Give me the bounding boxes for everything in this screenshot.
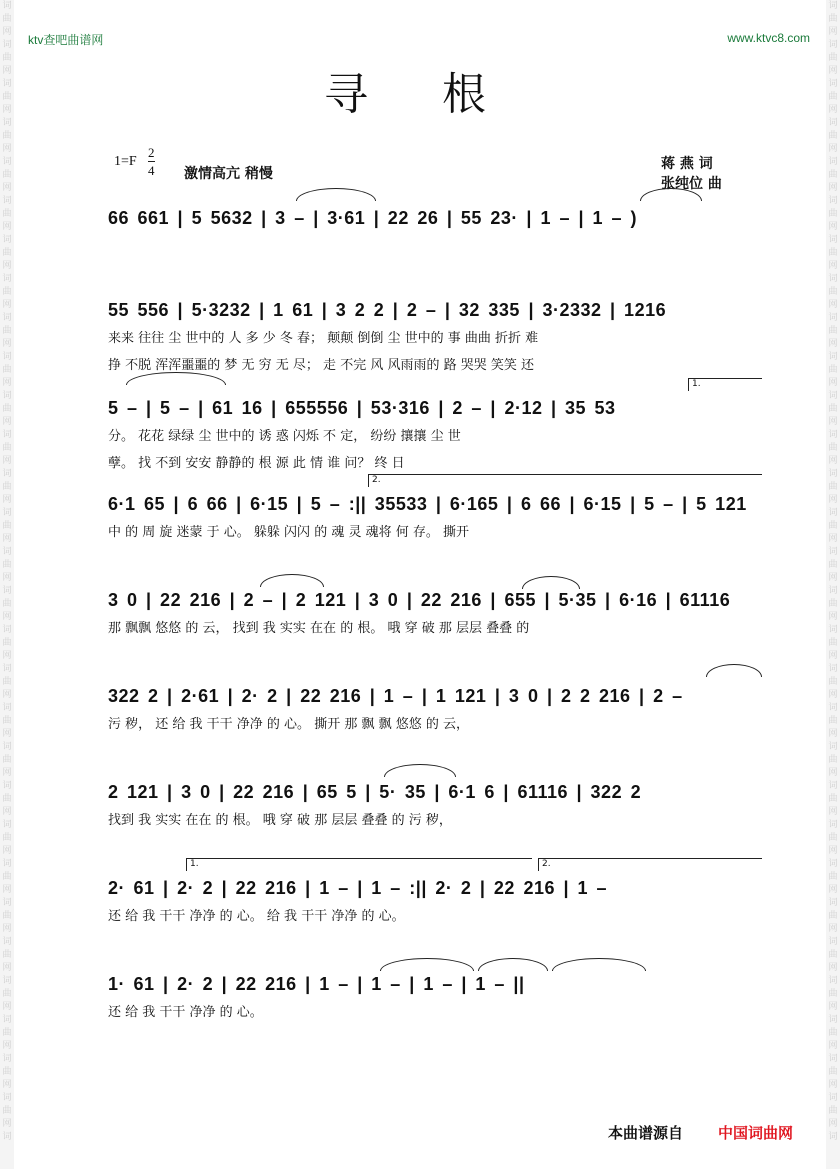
margin-watermark-char: 网 [828,846,838,856]
margin-watermark-char: 曲 [828,560,838,570]
margin-watermark-char: 词 [2,1132,12,1142]
margin-watermark-char: 曲 [2,1028,12,1038]
margin-watermark-char: 曲 [2,482,12,492]
margin-watermark-char: 网 [828,339,838,349]
song-title: 寻 根 [324,69,516,120]
margin-watermark-char: 词 [2,196,12,206]
lyric-line: 来来 往往 尘 世中的 人 多 少 冬 春； 颠颠 倒倒 尘 世中的 事 曲曲 折折 难 [108,331,539,346]
footer-source-label: 本曲谱源自 [608,1124,684,1142]
margin-watermark-char: 网 [828,300,838,310]
margin-watermark-char: 词 [828,391,838,401]
margin-watermark-char: 网 [2,261,12,271]
margin-watermark-char: 曲 [828,326,838,336]
margin-watermark-char: 网 [2,534,12,544]
margin-watermark-char: 曲 [2,326,12,336]
margin-watermark-char: 曲 [2,677,12,687]
margin-watermark-char: 网 [2,1119,12,1129]
margin-watermark-char: 曲 [2,248,12,258]
composer-credit: 张纯位 曲 [661,176,722,192]
margin-watermark-char: 网 [828,1041,838,1051]
margin-watermark-char: 网 [2,456,12,466]
margin-watermark-char: 曲 [2,1106,12,1116]
margin-watermark-char: 词 [828,313,838,323]
margin-watermark-char: 曲 [828,677,838,687]
margin-watermark-char: 曲 [828,287,838,297]
margin-watermark-char: 网 [828,534,838,544]
margin-watermark-char: 网 [828,105,838,115]
margin-watermark-char: 词 [2,976,12,986]
margin-watermark-char: 曲 [2,989,12,999]
margin-watermark-char: 词 [828,235,838,245]
margin-watermark-char: 曲 [828,14,838,24]
margin-watermark-char: 网 [828,417,838,427]
margin-watermark-char: 词 [2,859,12,869]
margin-watermark-char: 网 [828,495,838,505]
margin-watermark-char: 曲 [828,833,838,843]
margin-watermark-char: 网 [2,768,12,778]
margin-watermark-char: 网 [828,729,838,739]
margin-watermark-char: 曲 [828,1028,838,1038]
margin-watermark-char: 网 [2,690,12,700]
margin-watermark-char: 网 [2,222,12,232]
margin-watermark-char: 曲 [2,716,12,726]
margin-watermark-char: 网 [2,846,12,856]
margin-watermark-char: 曲 [2,365,12,375]
margin-watermark-char: 曲 [828,911,838,921]
slur [706,664,762,677]
margin-watermark-char: 词 [2,625,12,635]
slur [552,958,646,971]
lyric-line: 中 的 周 旋 迷蒙 于 心。 躲躲 闪闪 的 魂 灵 魂将 何 存。 撕开 [108,525,469,540]
margin-watermark-char: 曲 [828,170,838,180]
footer-site-name: 中国词曲网 [718,1124,794,1142]
watermark-right: www.ktvc8.com [727,31,810,45]
slur [260,574,324,587]
margin-watermark-char: 词 [828,820,838,830]
margin-watermark-char: 词 [828,1132,838,1142]
margin-watermark-char: 网 [828,1080,838,1090]
margin-watermark-char: 网 [2,807,12,817]
margin-watermark-char: 网 [2,651,12,661]
margin-watermark-char: 网 [2,1041,12,1051]
left-margin-watermark [0,0,14,1169]
margin-watermark-char: 网 [2,612,12,622]
lyricist-credit: 蒋 燕 词 [661,156,713,172]
margin-watermark-char: 词 [2,79,12,89]
margin-watermark-char: 网 [2,885,12,895]
margin-watermark-char: 词 [828,1093,838,1103]
margin-watermark-char: 网 [828,885,838,895]
margin-watermark-char: 网 [2,1002,12,1012]
margin-watermark-char: 词 [2,1093,12,1103]
margin-watermark-char: 网 [828,66,838,76]
lyric-line: 那 飘飘 悠悠 的 云， 找到 我 实实 在在 的 根。 哦 穿 破 那 层层 叠叠 的 [108,621,530,636]
margin-watermark-char: 曲 [2,14,12,24]
margin-watermark-char: 网 [828,261,838,271]
margin-watermark-char: 词 [2,352,12,362]
volta-1-bracket-ending: 1. [186,858,532,871]
slur [478,958,548,971]
margin-watermark-char: 词 [2,703,12,713]
margin-watermark-char: 词 [828,79,838,89]
margin-watermark-char: 曲 [2,833,12,843]
margin-watermark-char: 曲 [2,599,12,609]
margin-watermark-char: 曲 [828,92,838,102]
margin-watermark-char: 词 [2,313,12,323]
margin-watermark-char: 网 [828,963,838,973]
notation-row: 55 556 | 5·3232 | 1 61 | 3 2 2 | 2 – | 32 335 | 3·2332 | 1216 [108,300,667,320]
lyric-line: 还 给 我 干干 净净 的 心。 [108,1005,263,1020]
margin-watermark-char: 网 [828,144,838,154]
lyric-line: 污 秽， 还 给 我 干干 净净 的 心。 撕开 那 飘 飘 悠悠 的 云， [108,717,469,732]
notation-row: 3 0 | 22 216 | 2 – | 2 121 | 3 0 | 22 216 | 655 | 5·35 | 6·16 | 61116 [108,590,731,610]
margin-watermark-char: 词 [828,196,838,206]
margin-watermark-char: 曲 [2,950,12,960]
margin-watermark-char: 词 [828,469,838,479]
margin-watermark-char: 曲 [2,53,12,63]
margin-watermark-char: 词 [2,118,12,128]
margin-watermark-char: 网 [2,963,12,973]
margin-watermark-char: 网 [828,1119,838,1129]
margin-watermark-char: 词 [2,1015,12,1025]
margin-watermark-char: 曲 [828,443,838,453]
margin-watermark-char: 网 [828,690,838,700]
margin-watermark-char: 词 [828,937,838,947]
margin-watermark-char: 词 [2,664,12,674]
margin-watermark-char: 词 [2,391,12,401]
margin-watermark-char: 曲 [828,521,838,531]
lyric-line: 挣 不脱 浑浑噩噩的 梦 无 穷 无 尽； 走 不完 风 风雨雨的 路 哭哭 笑笑 还 [108,358,534,373]
margin-watermark-char: 曲 [828,989,838,999]
volta-1-bracket: 1. [688,378,762,391]
lyric-line: 找到 我 实实 在在 的 根。 哦 穿 破 那 层层 叠叠 的 污 秽， [108,813,452,828]
margin-watermark-char: 词 [828,118,838,128]
margin-watermark-char: 网 [828,768,838,778]
margin-watermark-char: 曲 [828,248,838,258]
margin-watermark-char: 曲 [828,131,838,141]
margin-watermark-char: 曲 [2,209,12,219]
margin-watermark-char: 曲 [828,755,838,765]
margin-watermark-char: 网 [828,27,838,37]
margin-watermark-char: 曲 [2,443,12,453]
margin-watermark-char: 词 [2,469,12,479]
margin-watermark-char: 词 [828,976,838,986]
margin-watermark-char: 曲 [828,404,838,414]
margin-watermark-char: 词 [828,781,838,791]
margin-watermark-char: 词 [2,40,12,50]
margin-watermark-char: 词 [828,703,838,713]
margin-watermark-char: 网 [828,378,838,388]
margin-watermark-char: 网 [828,924,838,934]
margin-watermark-char: 词 [2,898,12,908]
margin-watermark-char: 网 [2,417,12,427]
margin-watermark-char: 网 [2,27,12,37]
margin-watermark-char: 词 [828,508,838,518]
margin-watermark-char: 网 [828,807,838,817]
margin-watermark-char: 词 [2,937,12,947]
margin-watermark-char: 曲 [828,365,838,375]
margin-watermark-char: 词 [2,547,12,557]
margin-watermark-char: 网 [828,456,838,466]
margin-watermark-char: 网 [2,183,12,193]
margin-watermark-char: 词 [2,508,12,518]
slur [296,188,376,201]
margin-watermark-char: 曲 [2,521,12,531]
meter-bottom: 4 [148,163,155,178]
margin-watermark-char: 网 [2,1080,12,1090]
margin-watermark-char: 词 [828,40,838,50]
margin-watermark-char: 曲 [2,404,12,414]
right-margin-watermark [826,0,840,1169]
notation-row: 6·1 65 | 6 66 | 6·15 | 5 – :|| 35533 | 6·165 | 6 66 | 6·15 | 5 – | 5 121 [108,494,747,514]
margin-watermark-char: 词 [828,430,838,440]
margin-watermark-char: 曲 [828,638,838,648]
margin-watermark-char: 词 [2,1054,12,1064]
slur [126,372,226,385]
margin-watermark-char: 曲 [828,950,838,960]
lyric-line: 孽。 找 不到 安安 静静的 根 源 此 情 谁 问？ 终 日 [108,456,405,471]
slur [384,764,456,777]
volta-2-bracket-ending: 2. [538,858,762,871]
margin-watermark-char: 网 [2,924,12,934]
watermark-left: ktv查吧曲谱网 [28,33,104,47]
margin-watermark-char: 词 [828,1054,838,1064]
margin-watermark-char: 词 [828,547,838,557]
margin-watermark-char: 词 [828,274,838,284]
margin-watermark-char: 曲 [2,755,12,765]
margin-watermark-char: 网 [2,105,12,115]
margin-watermark-char: 网 [2,573,12,583]
margin-watermark-char: 词 [2,742,12,752]
key-signature: 1=F [114,154,137,169]
margin-watermark-char: 词 [2,781,12,791]
margin-watermark-char: 词 [2,235,12,245]
notation-row: 322 2 | 2·61 | 2· 2 | 22 216 | 1 – | 1 121 | 3 0 | 2 2 216 | 2 – [108,686,683,706]
margin-watermark-char: 词 [2,586,12,596]
margin-watermark-char: 词 [2,157,12,167]
volta-2-bracket: 2. [368,474,762,487]
margin-watermark-char: 网 [2,66,12,76]
meter-top: 2 [148,145,155,160]
time-signature [148,144,155,179]
margin-watermark-char: 网 [2,378,12,388]
margin-watermark-char: 网 [2,729,12,739]
margin-watermark-char: 网 [828,1002,838,1012]
lyric-line: 分。 花花 绿绿 尘 世中的 诱 惑 闪烁 不 定， 纷纷 攘攘 尘 世 [108,429,461,444]
tempo-marking: 激情高亢 稍慢 [184,166,273,182]
margin-watermark-char: 曲 [2,911,12,921]
margin-watermark-char: 词 [2,274,12,284]
margin-watermark-char: 曲 [2,794,12,804]
margin-watermark-char: 词 [828,586,838,596]
margin-watermark-char: 词 [2,1,12,11]
margin-watermark-char: 曲 [828,794,838,804]
margin-watermark-char: 网 [828,651,838,661]
margin-watermark-char: 曲 [828,599,838,609]
margin-watermark-char: 词 [828,898,838,908]
margin-watermark-char: 曲 [828,716,838,726]
margin-watermark-char: 网 [828,573,838,583]
margin-watermark-char: 词 [828,625,838,635]
margin-watermark-char: 曲 [828,209,838,219]
notation-row: 5 – | 5 – | 61 16 | 655556 | 53·316 | 2 – | 2·12 | 35 53 [108,398,616,418]
margin-watermark-char: 网 [2,144,12,154]
slur [522,576,580,589]
margin-watermark-char: 曲 [2,131,12,141]
lyric-line: 还 给 我 干干 净净 的 心。 给 我 干干 净净 的 心。 [108,909,405,924]
notation-row: 66 661 | 5 5632 | 3 – | 3·61 | 22 26 | 55 23· | 1 – | 1 – ) [108,208,638,228]
margin-watermark-char: 词 [828,157,838,167]
margin-watermark-char: 网 [2,300,12,310]
margin-watermark-char: 网 [828,222,838,232]
margin-watermark-char: 词 [2,820,12,830]
margin-watermark-char: 网 [828,612,838,622]
margin-watermark-char: 网 [2,495,12,505]
margin-watermark-char: 词 [828,1015,838,1025]
margin-watermark-char: 网 [828,183,838,193]
notation-row: 1· 61 | 2· 2 | 22 216 | 1 – | 1 – | 1 – | 1 – || [108,974,525,994]
margin-watermark-char: 词 [828,1,838,11]
margin-watermark-char: 曲 [828,872,838,882]
margin-watermark-char: 词 [828,352,838,362]
margin-watermark-char: 词 [828,859,838,869]
margin-watermark-char: 曲 [2,638,12,648]
margin-watermark-char: 词 [2,430,12,440]
margin-watermark-char: 曲 [2,287,12,297]
margin-watermark-char: 曲 [2,872,12,882]
margin-watermark-char: 词 [828,664,838,674]
margin-watermark-char: 网 [2,339,12,349]
margin-watermark-char: 曲 [828,482,838,492]
margin-watermark-char: 曲 [2,92,12,102]
notation-row: 2· 61 | 2· 2 | 22 216 | 1 – | 1 – :|| 2· 2 | 22 216 | 1 – [108,878,608,898]
slur [380,958,474,971]
notation-row: 2 121 | 3 0 | 22 216 | 65 5 | 5· 35 | 6·1 6 | 61116 | 322 2 [108,782,642,802]
margin-watermark-char: 词 [828,742,838,752]
margin-watermark-char: 曲 [828,53,838,63]
margin-watermark-char: 曲 [2,560,12,570]
margin-watermark-char: 曲 [828,1106,838,1116]
margin-watermark-char: 曲 [828,1067,838,1077]
margin-watermark-char: 曲 [2,1067,12,1077]
margin-watermark-char: 曲 [2,170,12,180]
